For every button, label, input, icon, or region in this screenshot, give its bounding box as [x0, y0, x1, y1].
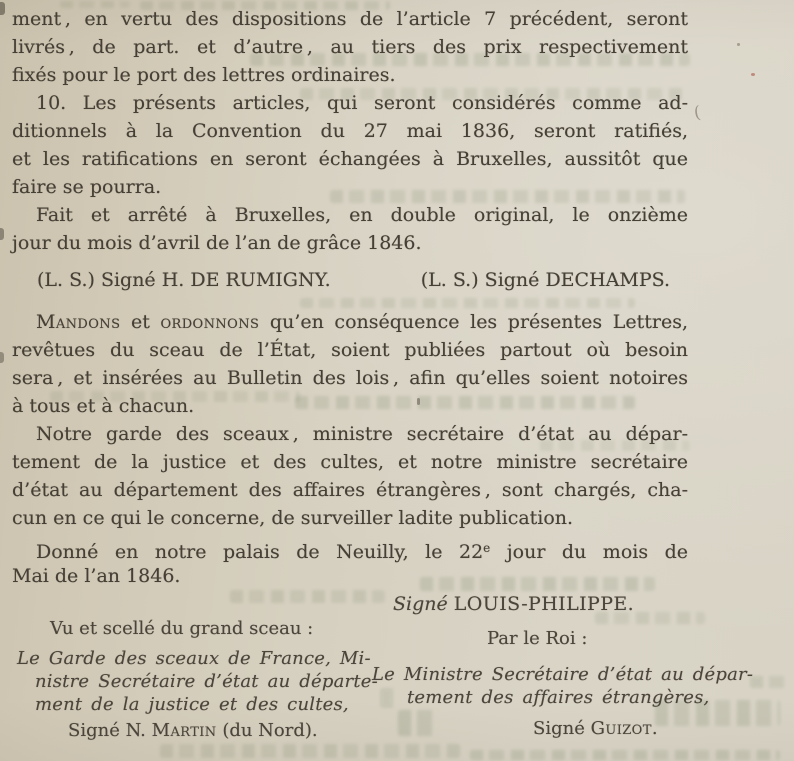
show-through-text [380, 688, 396, 708]
text-line: revêtues du sceau de l’État, soient publiées partout où besoin [12, 339, 688, 361]
paper-speck [751, 73, 755, 76]
ministre-affaires-etrangeres-title: tement des affaires étrangères, [407, 687, 710, 708]
text-line: Donné en notre palais de Neuilly, le 22e jour du mois de [36, 541, 688, 563]
text-line: Mai de l’an 1846. [12, 565, 181, 587]
par-le-roi-note: Par le Roi : [487, 628, 588, 649]
text-line: d’état au département des affaires étrangères , sont chargés, cha- [12, 479, 688, 501]
garde-des-sceaux-title: ment de la justice et des cultes, [35, 694, 349, 715]
text-line: livrés , de part. et d’autre , au tiers des prix respectivement [12, 36, 688, 58]
page-edge-mark [0, 228, 4, 240]
paper-speck [737, 43, 740, 46]
page-edge-mark [0, 2, 5, 15]
text-line: cun en ce qui le concerne, de surveiller ladite publication. [12, 507, 574, 529]
ministre-affaires-etrangeres-title: Le Ministre Secrétaire d’état au dépar- [372, 664, 754, 685]
text-line: 10. Les présents articles, qui seront considérés comme ad- [36, 92, 688, 114]
show-through-text [230, 590, 385, 603]
text-line: à tous et à chacun. [12, 395, 195, 417]
signature-martin: Signé N. Martin (du Nord). [68, 720, 318, 741]
text-line: et les ratifications en seront échangées à Bruxelles, aussitôt que [12, 148, 688, 170]
text-line: Notre garde des sceaux , ministre secrétaire d’état au dépar- [36, 423, 688, 445]
page-edge-mark [0, 352, 4, 363]
text-line: tement de la justice et des cultes, et notre ministre secrétaire [12, 451, 688, 473]
seal-signature-left: (L. S.) Signé H. DE RUMIGNY. [37, 269, 331, 291]
show-through-text [750, 676, 788, 688]
text-line: ditionnels à la Convention du 27 mai 1836, seront ratifiés, [12, 120, 688, 142]
text-line: ment , en vertu des dispositions de l’article 7 précédent, seront [12, 8, 688, 30]
garde-des-sceaux-title: nistre Secrétaire d’état au départe- [35, 671, 378, 692]
garde-des-sceaux-title: Le Garde des sceaux de France, Mi- [17, 648, 371, 669]
text-line: Mandons et ordonnons qu’en conséquence les présentes Lettres, [36, 311, 688, 333]
stray-paren-mark: ( [692, 102, 703, 124]
text-line: sera , et insérées au Bulletin des lois , afin qu’elles soient notoires [12, 367, 688, 389]
text-line: Fait et arrêté à Bruxelles, en double original, le onzième [36, 204, 688, 226]
seal-note: Vu et scellé du grand sceau : [50, 618, 314, 639]
show-through-text [160, 744, 460, 758]
text-line: jour du mois d’avril de l’an de grâce 1846. [12, 232, 422, 254]
show-through-text [398, 710, 438, 736]
text-line: faire se pourra. [12, 176, 162, 198]
seal-signature-line [37, 266, 670, 294]
signature-louis-philippe: Signé LOUIS-PHILIPPE. [393, 593, 635, 615]
text-line: fixés pour le port des lettres ordinaires. [12, 64, 396, 86]
seal-signature-right: (L. S.) Signé DECHAMPS. [420, 269, 670, 291]
signature-guizot: Signé Guizot. [533, 718, 658, 739]
show-through-text [470, 750, 780, 760]
body-text [12, 5, 688, 590]
